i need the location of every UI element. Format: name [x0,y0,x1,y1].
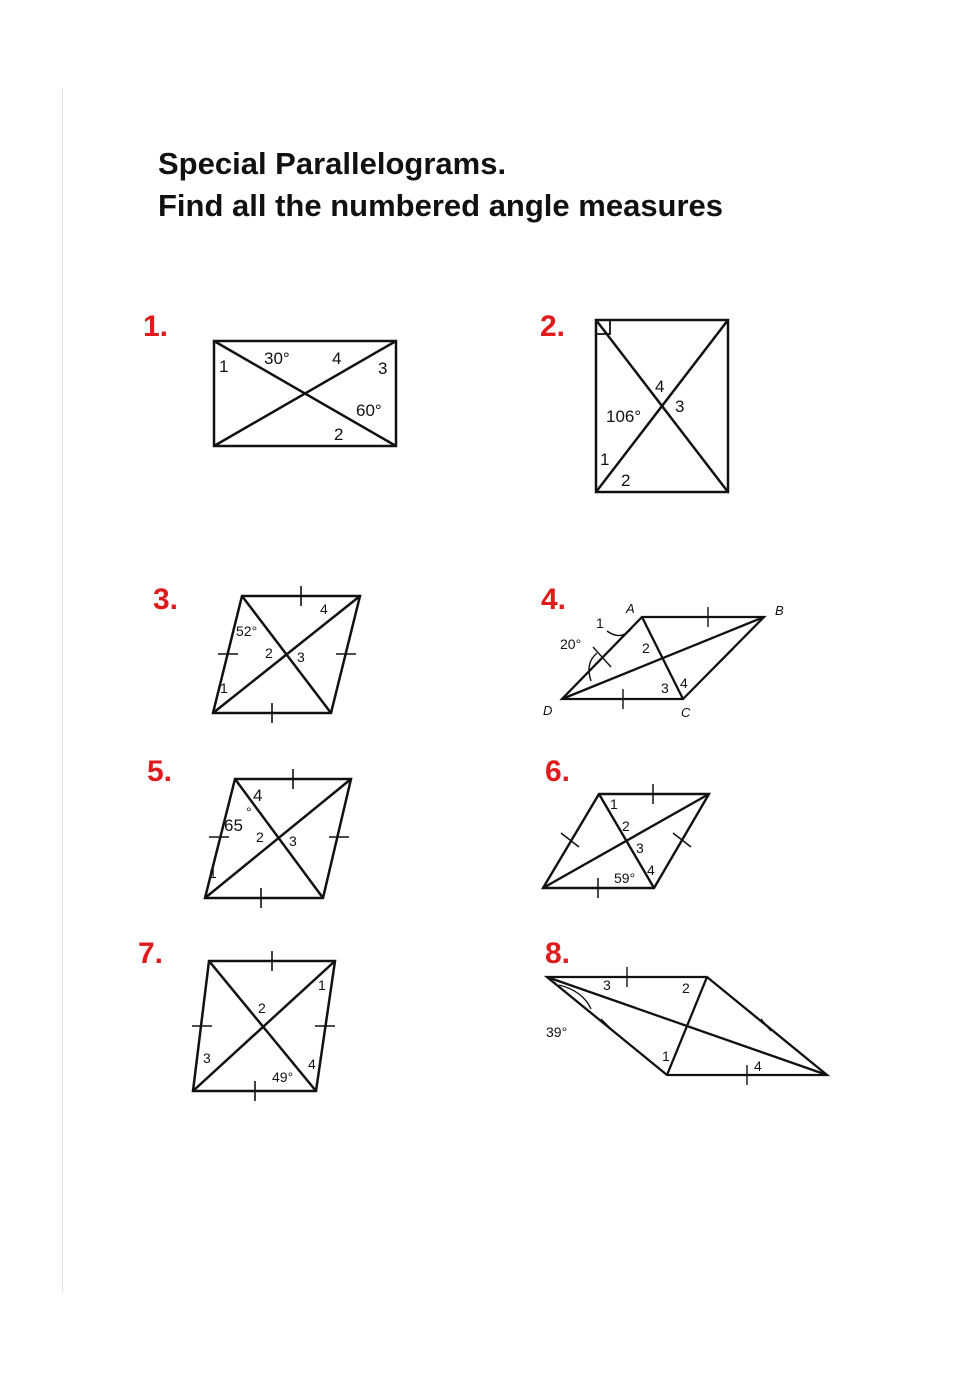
fig1-angle-2: 2 [334,425,344,444]
problem-8-number: 8. [545,937,571,970]
fig4-angle-20: 20° [560,636,582,652]
fig6-angle-4: 4 [647,862,655,878]
fig7-angle-4: 4 [308,1056,316,1072]
fig7-angle-49: 49° [272,1069,294,1085]
fig1-angle-1: 1 [219,357,229,376]
fig3-angle-52: 52° [236,623,258,639]
fig8-angle-39: 39° [546,1024,568,1040]
fig1-angle-4: 4 [332,349,342,368]
figure-4-rhombus-abcd [535,595,825,725]
figure-3-rhombus [200,580,375,730]
fig7-angle-3: 3 [203,1050,211,1066]
fig4-vertex-B: B [775,603,784,618]
problem-5-number: 5. [147,755,173,788]
fig8-angle-2: 2 [682,980,690,996]
title-line-2: Find all the numbered angle measures [158,188,724,223]
fig6-angle-2: 2 [622,818,630,834]
fig2-angle-2: 2 [621,471,631,490]
fig4-vertex-C: C [681,705,691,720]
problem-1-number: 1. [143,310,169,343]
page-margin-line [62,88,63,1293]
title-line-1: Special Parallelograms. [158,146,507,181]
problem-6-number: 6. [545,755,571,788]
problem-3-number: 3. [153,583,179,616]
fig5-angle-2: 2 [256,829,264,845]
figure-6-rhombus [535,775,720,905]
fig4-vertex-A: A [626,601,635,616]
worksheet-title [158,143,723,227]
figure-8-rhombus [535,965,835,1090]
fig3-angle-2: 2 [265,645,273,661]
fig3-angle-3: 3 [297,649,305,665]
fig2-angle-4: 4 [655,377,665,396]
fig2-angle-3: 3 [675,397,685,416]
fig5-angle-1: 1 [209,865,217,881]
figure-7-rhombus [185,945,345,1105]
fig1-angle-3: 3 [378,359,388,378]
problem-7-number: 7. [138,937,164,970]
fig6-angle-59: 59° [614,870,636,886]
fig1-angle-30: 30° [264,349,290,368]
fig1-angle-60: 60° [356,401,382,420]
fig3-angle-1: 1 [220,680,228,696]
fig8-angle-1: 1 [662,1048,670,1064]
fig4-angle-1: 1 [596,615,604,631]
fig5-degree-mark: ° [246,804,252,820]
fig5-angle-65: 65 [224,816,243,835]
fig4-angle-3: 3 [661,680,669,696]
fig4-angle-2: 2 [642,640,650,656]
fig2-angle-106: 106° [606,407,642,426]
fig8-angle-3: 3 [603,977,611,993]
fig4-angle-4: 4 [680,675,688,691]
fig4-vertex-D: D [543,703,553,718]
fig6-angle-3: 3 [636,840,644,856]
fig7-angle-2: 2 [258,1000,266,1016]
fig6-angle-1: 1 [610,796,618,812]
fig2-angle-1: 1 [600,450,610,469]
problem-4-number: 4. [541,583,567,616]
figure-1-rectangle [200,330,410,460]
fig5-angle-3: 3 [289,833,297,849]
fig3-angle-4: 4 [320,601,328,617]
figure-5-rhombus [195,765,365,910]
fig7-angle-1: 1 [318,977,326,993]
figure-2-rectangle [585,310,745,505]
fig8-angle-4: 4 [754,1058,762,1074]
fig5-angle-4: 4 [253,786,263,805]
problem-2-number: 2. [540,310,566,343]
